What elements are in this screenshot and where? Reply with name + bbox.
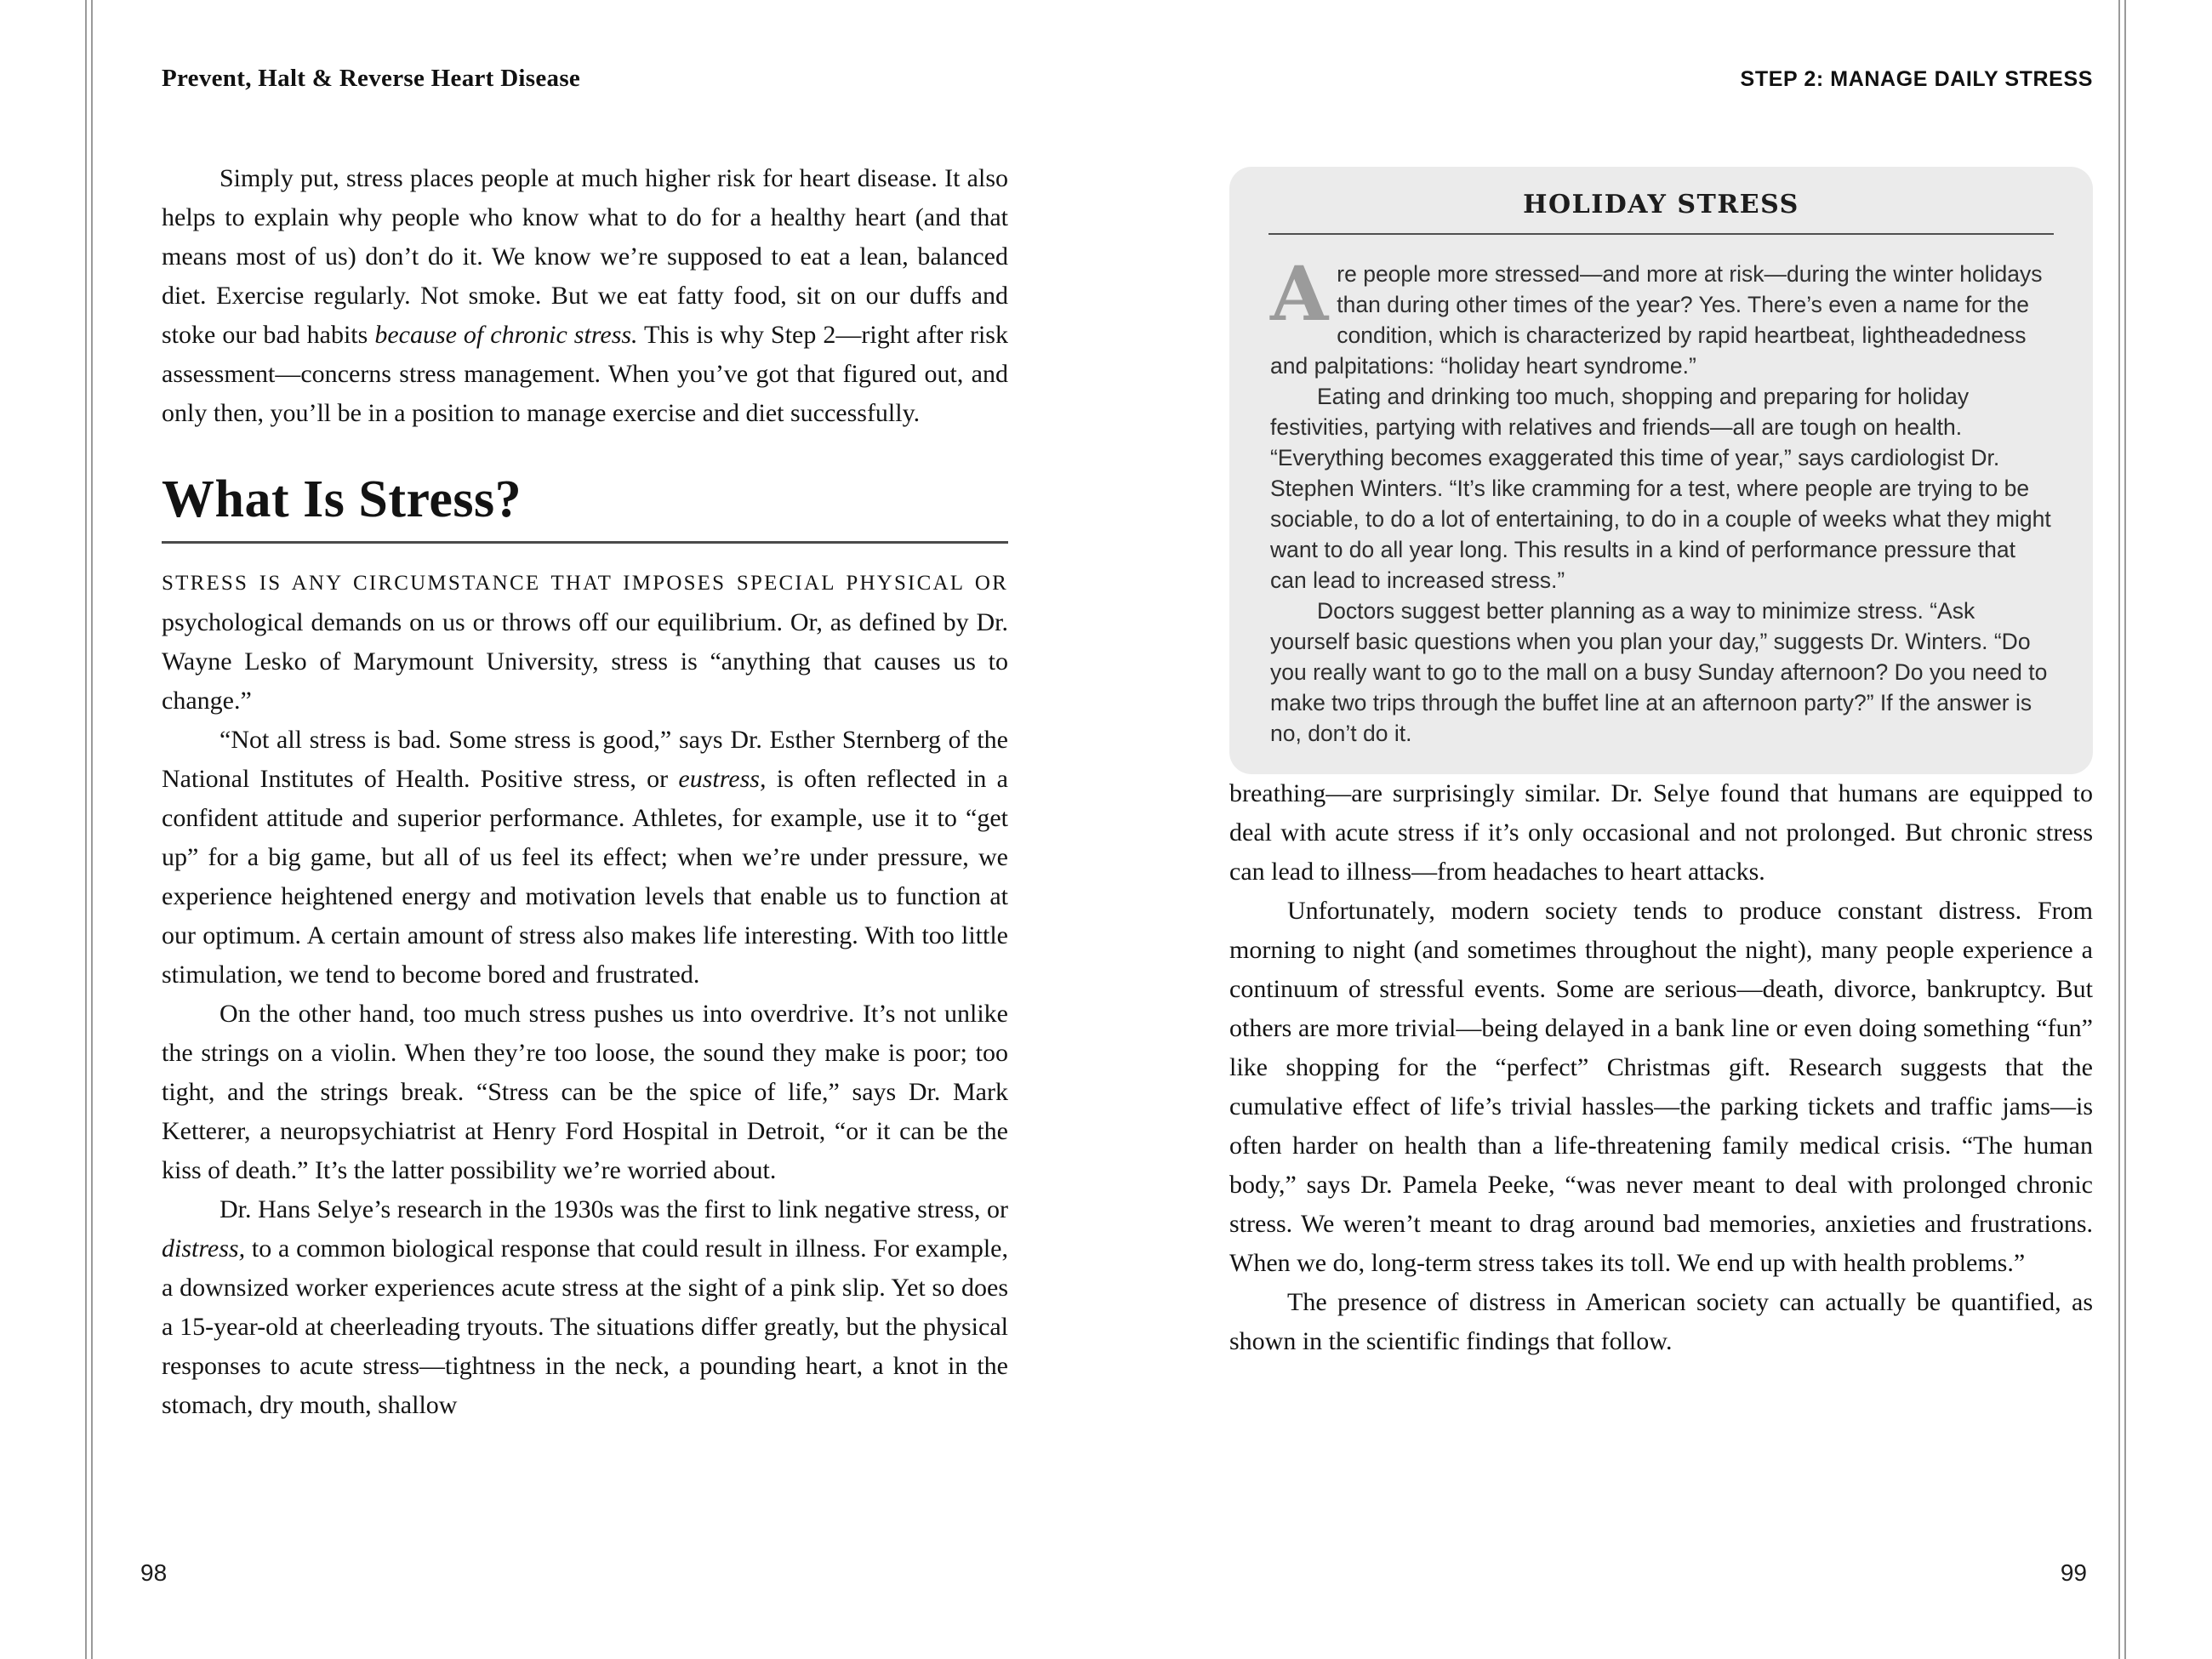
sidebar-body (1229, 235, 2093, 749)
paragraph-text: “Not all stress is bad. Some stress is good,” says Dr. Esther Sternberg of the National Institutes of Health. Positive stress, or (162, 726, 1008, 793)
paragraph (162, 1190, 1008, 1425)
paragraph (162, 562, 1008, 721)
italic-phrase: eustress, (678, 765, 767, 793)
heading-rule (162, 541, 1008, 544)
paragraph-text: Simply put, stress places people at much higher risk for heart disease. It also helps to explain why people who know what to do for a healthy heart (and that means most of us) don’t do it. We know we’re supposed to eat a lean, balanced diet. Exercise regularly. Not smoke. But we eat fatty food, sit on our duffs and stoke our bad habits (162, 164, 1008, 349)
paragraph: breathing—are surprisingly similar. Dr. Selye found that humans are equipped to deal with acute stress if it’s only occasional and not prolonged. But chronic stress can lead to illness—from headaches to heart attacks. (1229, 779, 2093, 886)
paragraph-text: psychological demands on us or throws off our equilibrium. Or, as defined by Dr. Wayne Lesko of Marymount University, stress is “anything that causes us to change.” (162, 608, 1008, 715)
paragraph (162, 159, 1008, 433)
paragraph-text: to a common biological response that could result in illness. For example, a downsized worker experiences acute stress at the sight of a pink slip. Yet so does a 15-year-old at cheerleading tryouts. The situations differ greatly, but the physical responses to acute stress—tightness in the neck, a pounding heart, a knot in the stomach, dry mouth, shallow (162, 1234, 1008, 1419)
page-number-left: 98 (140, 1559, 168, 1586)
section-heading: What Is Stress? (162, 470, 522, 528)
drop-cap: A (1270, 249, 1329, 338)
paragraph: Unfortunately, modern society tends to produce constant distress. From morning to night (and sometimes throughout the night), many people experience a continuum of stressful events. Some are serious—death, divorce, bankruptcy. But others are more trivial—being delayed in a bank line or even doing something “fun” like shopping for the “perfect” Christmas gift. Research suggests that the cumulative effect of life’s trivial hassles—the parking tickets and traffic jams—is often harder on health than a life-threatening family medical crisis. “The human body,” says Dr. Pamela Peeke, “was never meant to deal with prolonged chronic stress. We weren’t meant to drag around bad memories, anxieties and frustrations. When we do, long-term stress takes its toll. We end up with health problems.” (1229, 897, 2093, 1277)
sidebar-paragraph (1270, 249, 2052, 381)
paragraph-text: This is why Step 2—right after risk assessment—concerns stress management. When you’ve got that figured out, and only then, you’ll be in a position to manage exercise and diet successfully. (162, 321, 1008, 427)
page-edge-right (2118, 0, 2126, 1659)
paragraph-text: is often reflected in a confident attitude and superior performance. Athletes, for example, use it to “get up” for a big game, but all of us feel its effect; when we’re under pressure, we experience heightened energy and motivation levels that enable us to function at our optimum. A certain amount of stress also makes life interesting. With too little stimulation, we tend to become bored and frustrated. (162, 765, 1008, 989)
running-head-right: STEP 2: MANAGE DAILY STRESS (1740, 67, 2093, 91)
sidebar-title: HOLIDAY STRESS (1523, 190, 1799, 219)
paragraph (162, 721, 1008, 995)
holiday-stress-sidebar (1229, 167, 2093, 774)
small-caps-lead: STRESS IS ANY CIRCUMSTANCE THAT IMPOSES SPECIAL PHYSICAL OR (162, 572, 1008, 595)
paragraph-text: re people more stressed—and more at risk—during the winter holidays than during other times of the year? Yes. There’s even a name for the condition, which is characterized by rapid heartbeat, lightheadedness and palpitations: “holiday heart syndrome.” (1270, 261, 2043, 379)
italic-phrase: because of chronic stress. (374, 321, 638, 349)
italic-phrase: distress, (162, 1234, 246, 1263)
paragraph: On the other hand, too much stress pushes us into overdrive. It’s not unlike the strings on a violin. When they’re too loose, the sound they make is poor; too tight, and the strings break. “Stress can be the spice of life,” says Dr. Mark Ketterer, a neuropsychiatrist at Henry Ford Hospital in Detroit, “or it can be the kiss of death.” It’s the latter possibility we’re worried about. (162, 1000, 1008, 1184)
sidebar-paragraph: Eating and drinking too much, shopping and preparing for holiday festivities, partying with relatives and friends—all are tough on health. “Everything becomes exaggerated this time of year,” says cardiologist Dr. Stephen Winters. “It’s like cramming for a test, where people are trying to be sociable, to do a lot of entertaining, to do in a couple of weeks what they might want to do all year long. This results in a kind of performance pressure that can lead to increased stress.” (1270, 384, 2051, 593)
right-page (1229, 0, 2093, 1361)
page-number-right: 99 (2060, 1559, 2087, 1586)
running-head-left: Prevent, Halt & Reverse Heart Disease (162, 65, 581, 92)
left-page (162, 0, 1008, 1425)
page-edge-left (85, 0, 93, 1659)
paragraph: The presence of distress in American society can actually be quantified, as shown in the scientific findings that follow. (1229, 1288, 2093, 1355)
paragraph-text: Dr. Hans Selye’s research in the 1930s was the first to link negative stress, or (219, 1195, 1008, 1223)
sidebar-paragraph: Doctors suggest better planning as a way to minimize stress. “Ask yourself basic questions when you plan your day,” suggests Dr. Winters. “Do you really want to go to the mall on a busy Sunday afternoon? Do you need to make two trips through the buffet line at an afternoon party?” If the answer is no, don’t do it. (1270, 598, 2048, 746)
